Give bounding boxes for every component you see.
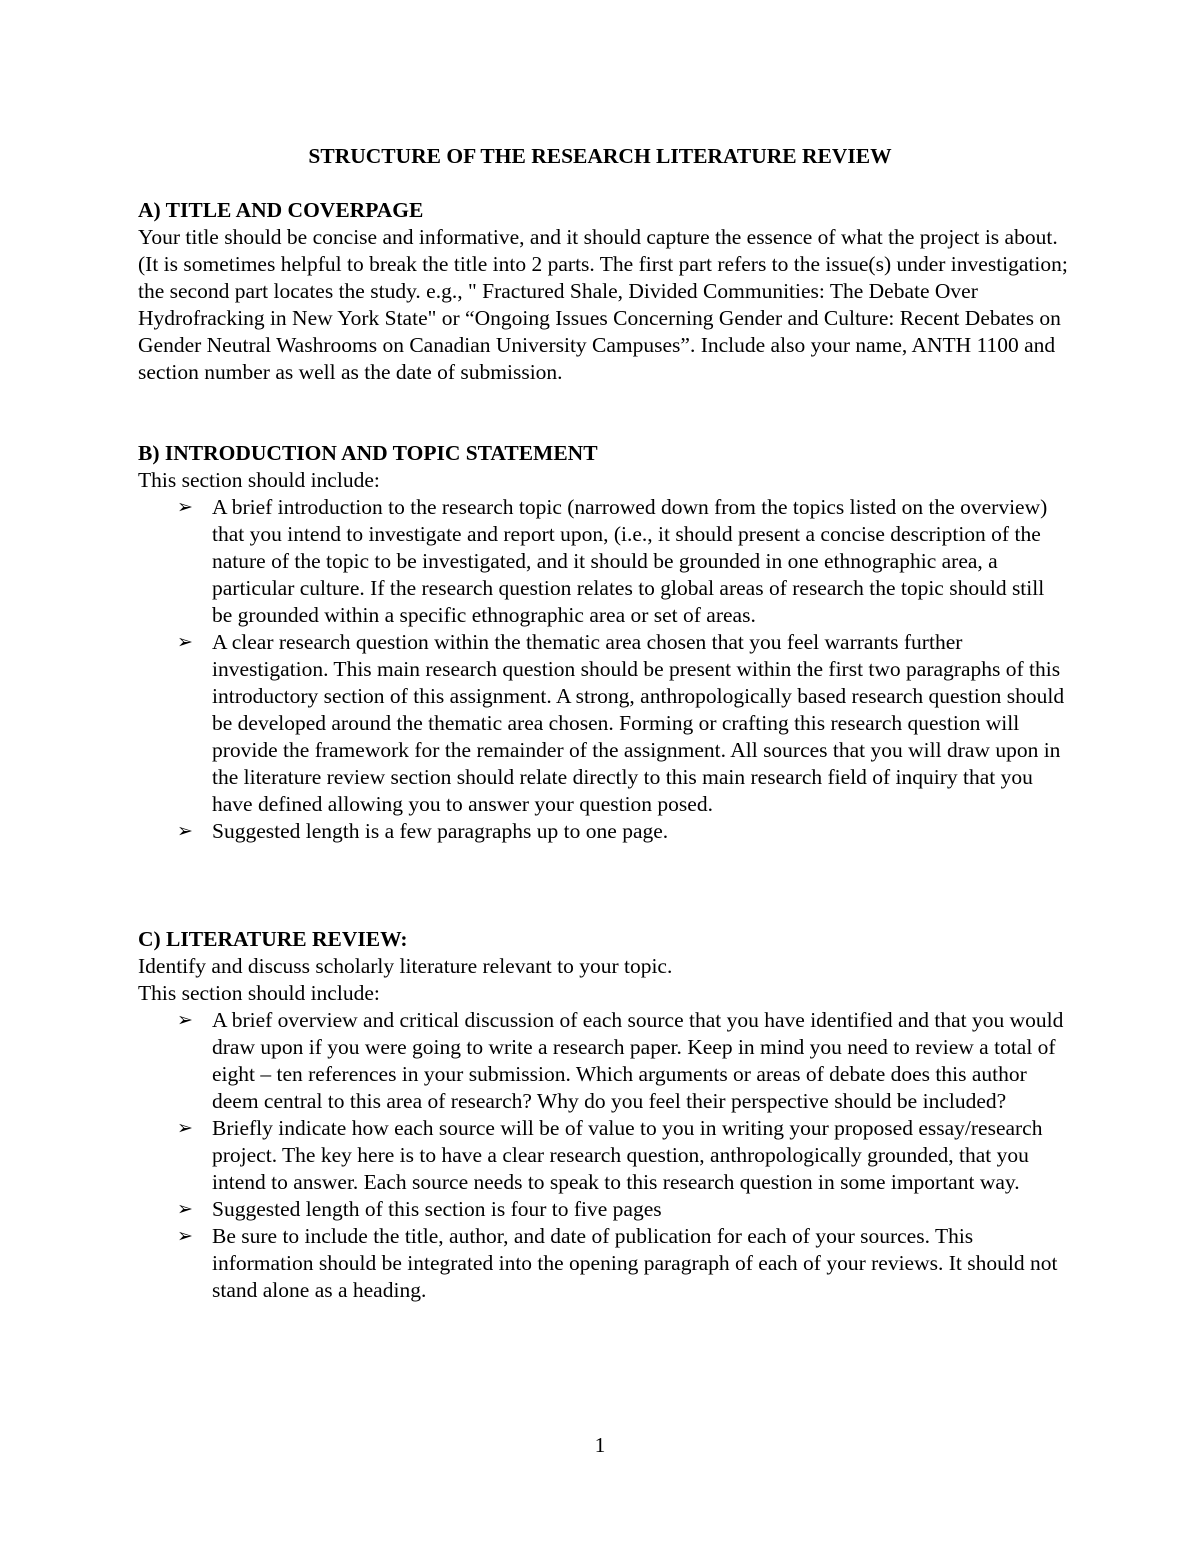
arrowhead-bullet-icon: ➢ xyxy=(177,820,193,842)
arrowhead-bullet-icon: ➢ xyxy=(177,496,193,518)
arrowhead-bullet-icon: ➢ xyxy=(177,631,193,653)
section-body: Your title should be concise and informative, and it should capture the essence of what the project is about. (It is sometimes helpful to break the title into 2 parts. The first part refers to the issue(s) under investigation; the second part locates the study. e.g., " Fractured Shale, Divided Communities: The Debate Over Hydrofracking in New York State" or “Ongoing Issues Concerning Gender and Culture: Recent Debates on Gender Neutral Washrooms on Canadian University Campuses”. Include also your name, ANTH 1100 and section number as well as the date of submission. xyxy=(138,225,1068,384)
section-heading: A) TITLE AND COVERPAGE xyxy=(138,198,424,222)
arrowhead-bullet-icon: ➢ xyxy=(177,1225,193,1247)
list-item-text: A clear research question within the thematic area chosen that you feel warrants further investigation. This main research question should be present within the first two paragraphs of this introductory section of this assignment. A strong, anthropologically based research question should be developed around the thematic area chosen. Forming or crafting this research question will provide the framework for the remainder of the assignment. All sources that you will draw upon in the literature review section should relate directly to this main research field of inquiry that you have defined allowing you to answer your question posed. xyxy=(212,630,1065,816)
list-item-text: Suggested length is a few paragraphs up to one page. xyxy=(212,819,669,843)
list-item xyxy=(138,629,1068,818)
list-item xyxy=(138,818,1068,845)
list-item-text: Briefly indicate how each source will be of value to you in writing your proposed essay/research project. The key here is to have a clear research question, anthropologically grounded, that you intend to answer. Each source needs to speak to this research question in some important way. xyxy=(212,1116,1043,1194)
document-title: STRUCTURE OF THE RESEARCH LITERATURE REVIEW xyxy=(308,144,892,168)
list-item-text: Be sure to include the title, author, and date of publication for each of your sources. This information should be integrated into the opening paragraph of each of your reviews. It should not stand alone as a heading. xyxy=(212,1224,1058,1302)
section-title-and-coverpage xyxy=(138,197,1068,386)
section-intro: This section should include: xyxy=(138,468,380,492)
arrowhead-bullet-icon: ➢ xyxy=(177,1009,193,1031)
section-heading: C) LITERATURE REVIEW: xyxy=(138,927,408,951)
section-heading: B) INTRODUCTION AND TOPIC STATEMENT xyxy=(138,441,598,465)
section-literature-review xyxy=(138,926,1068,1304)
section-intro: Identify and discuss scholarly literature relevant to your topic. xyxy=(138,954,673,978)
list-item-text: A brief overview and critical discussion of each source that you have identified and that you would draw upon if you were going to write a research paper. Keep in mind you need to review a total of eight – ten references in your submission. Which arguments or areas of debate does this author deem central to this area of research? Why do you feel their perspective should be included? xyxy=(212,1008,1064,1113)
list-item xyxy=(138,1223,1068,1304)
list-item xyxy=(138,1007,1068,1115)
arrowhead-bullet-icon: ➢ xyxy=(177,1198,193,1220)
bullet-list xyxy=(138,494,1068,845)
list-item-text: Suggested length of this section is four to five pages xyxy=(212,1197,662,1221)
section-introduction-and-topic-statement xyxy=(138,440,1068,845)
list-item xyxy=(138,494,1068,629)
bullet-list xyxy=(138,1007,1068,1304)
list-item-text: A brief introduction to the research topic (narrowed down from the topics listed on the overview) that you intend to investigate and report upon, (i.e., it should present a concise description of the nature of the topic to be investigated, and it should be grounded in one ethnographic area, a particular culture. If the research question relates to global areas of research the topic should still be grounded within a specific ethnographic area or set of areas. xyxy=(212,495,1048,627)
list-item xyxy=(138,1196,1068,1223)
section-intro: This section should include: xyxy=(138,981,380,1005)
arrowhead-bullet-icon: ➢ xyxy=(177,1117,193,1139)
page-number: 1 xyxy=(594,1433,606,1457)
list-item xyxy=(138,1115,1068,1196)
